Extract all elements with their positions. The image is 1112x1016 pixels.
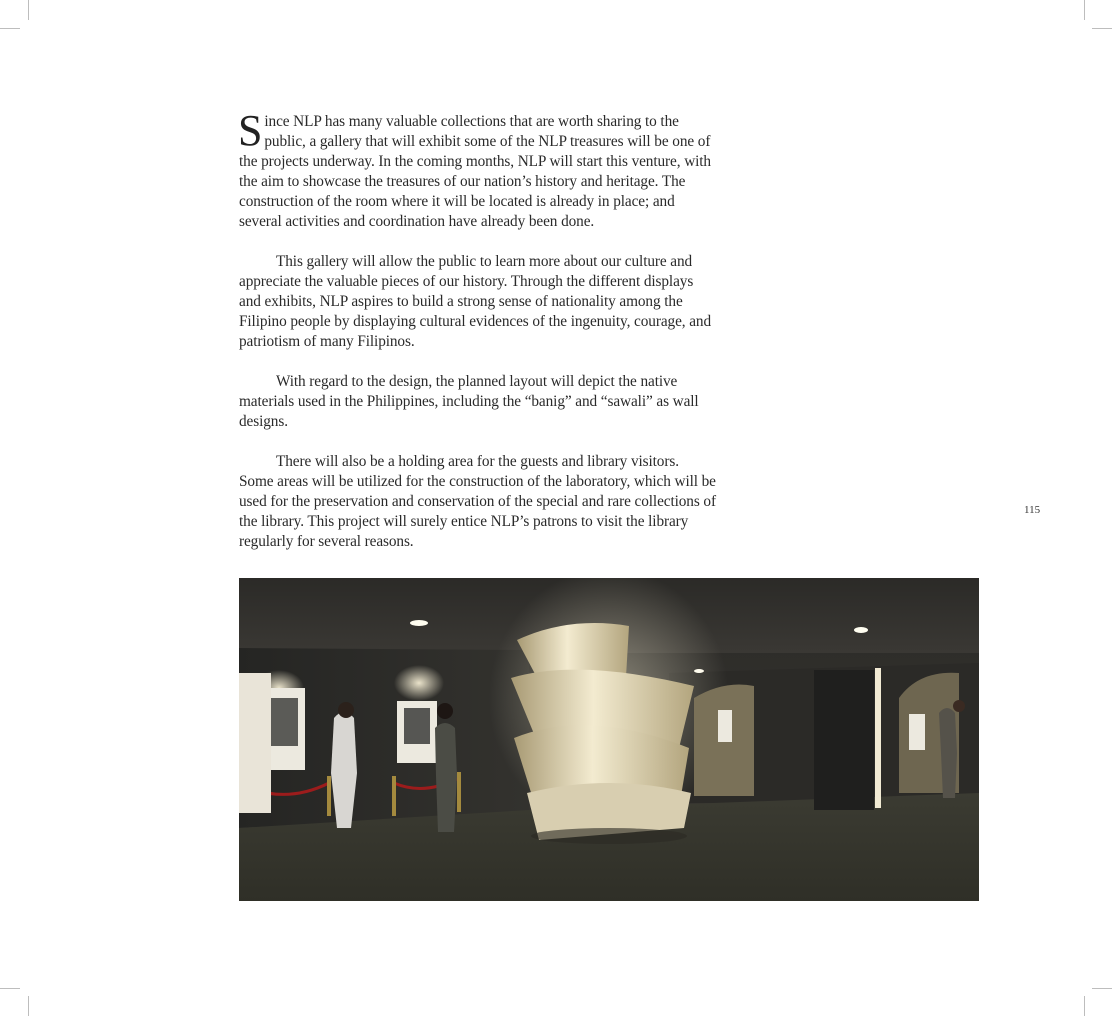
crop-mark [0, 988, 20, 989]
crop-mark [1092, 28, 1112, 29]
article-body [238, 106, 717, 572]
paragraph-3: With regard to the design, the planned layout will depict the native materials used in the Philippines, including the “banig” and “sawali” as wall designs. [239, 373, 699, 430]
paragraph-1 [238, 106, 717, 232]
paragraph-4: There will also be a holding area for the guests and library visitors. Some areas will be utilized for the construction of the laboratory, which will be used for the preservation and conservation of the special and rare collections of the library. This project will surely entice NLP’s patrons to visit the library regularly for several reasons. [239, 453, 716, 550]
crop-mark [1092, 988, 1112, 989]
crop-mark [0, 28, 20, 29]
crop-mark [1084, 996, 1085, 1016]
crop-mark [28, 996, 29, 1016]
drop-cap: S [238, 106, 263, 155]
crop-mark [1084, 0, 1085, 20]
crop-mark [28, 0, 29, 20]
page-number: 115 [1024, 504, 1041, 516]
paragraph-1-text: ince NLP has many valuable collections that are worth sharing to the public, a gallery that will exhibit some of the NLP treasures will be one of the projects underway. In the coming months, NLP will start this venture, with the aim to showcase the treasures of our nation’s history and heritage. The construction of the room where it will be located is already in place; and several activities and coordination have already been done. [239, 113, 711, 230]
gallery-render-image [239, 578, 979, 901]
paragraph-2: This gallery will allow the public to learn more about our culture and appreciate the valuable pieces of our history. Through the different displays and exhibits, NLP aspires to build a strong sense of nationality among the Filipino people by displaying cultural evidences of the ingenuity, courage, and patriotism of many Filipinos. [239, 253, 711, 350]
